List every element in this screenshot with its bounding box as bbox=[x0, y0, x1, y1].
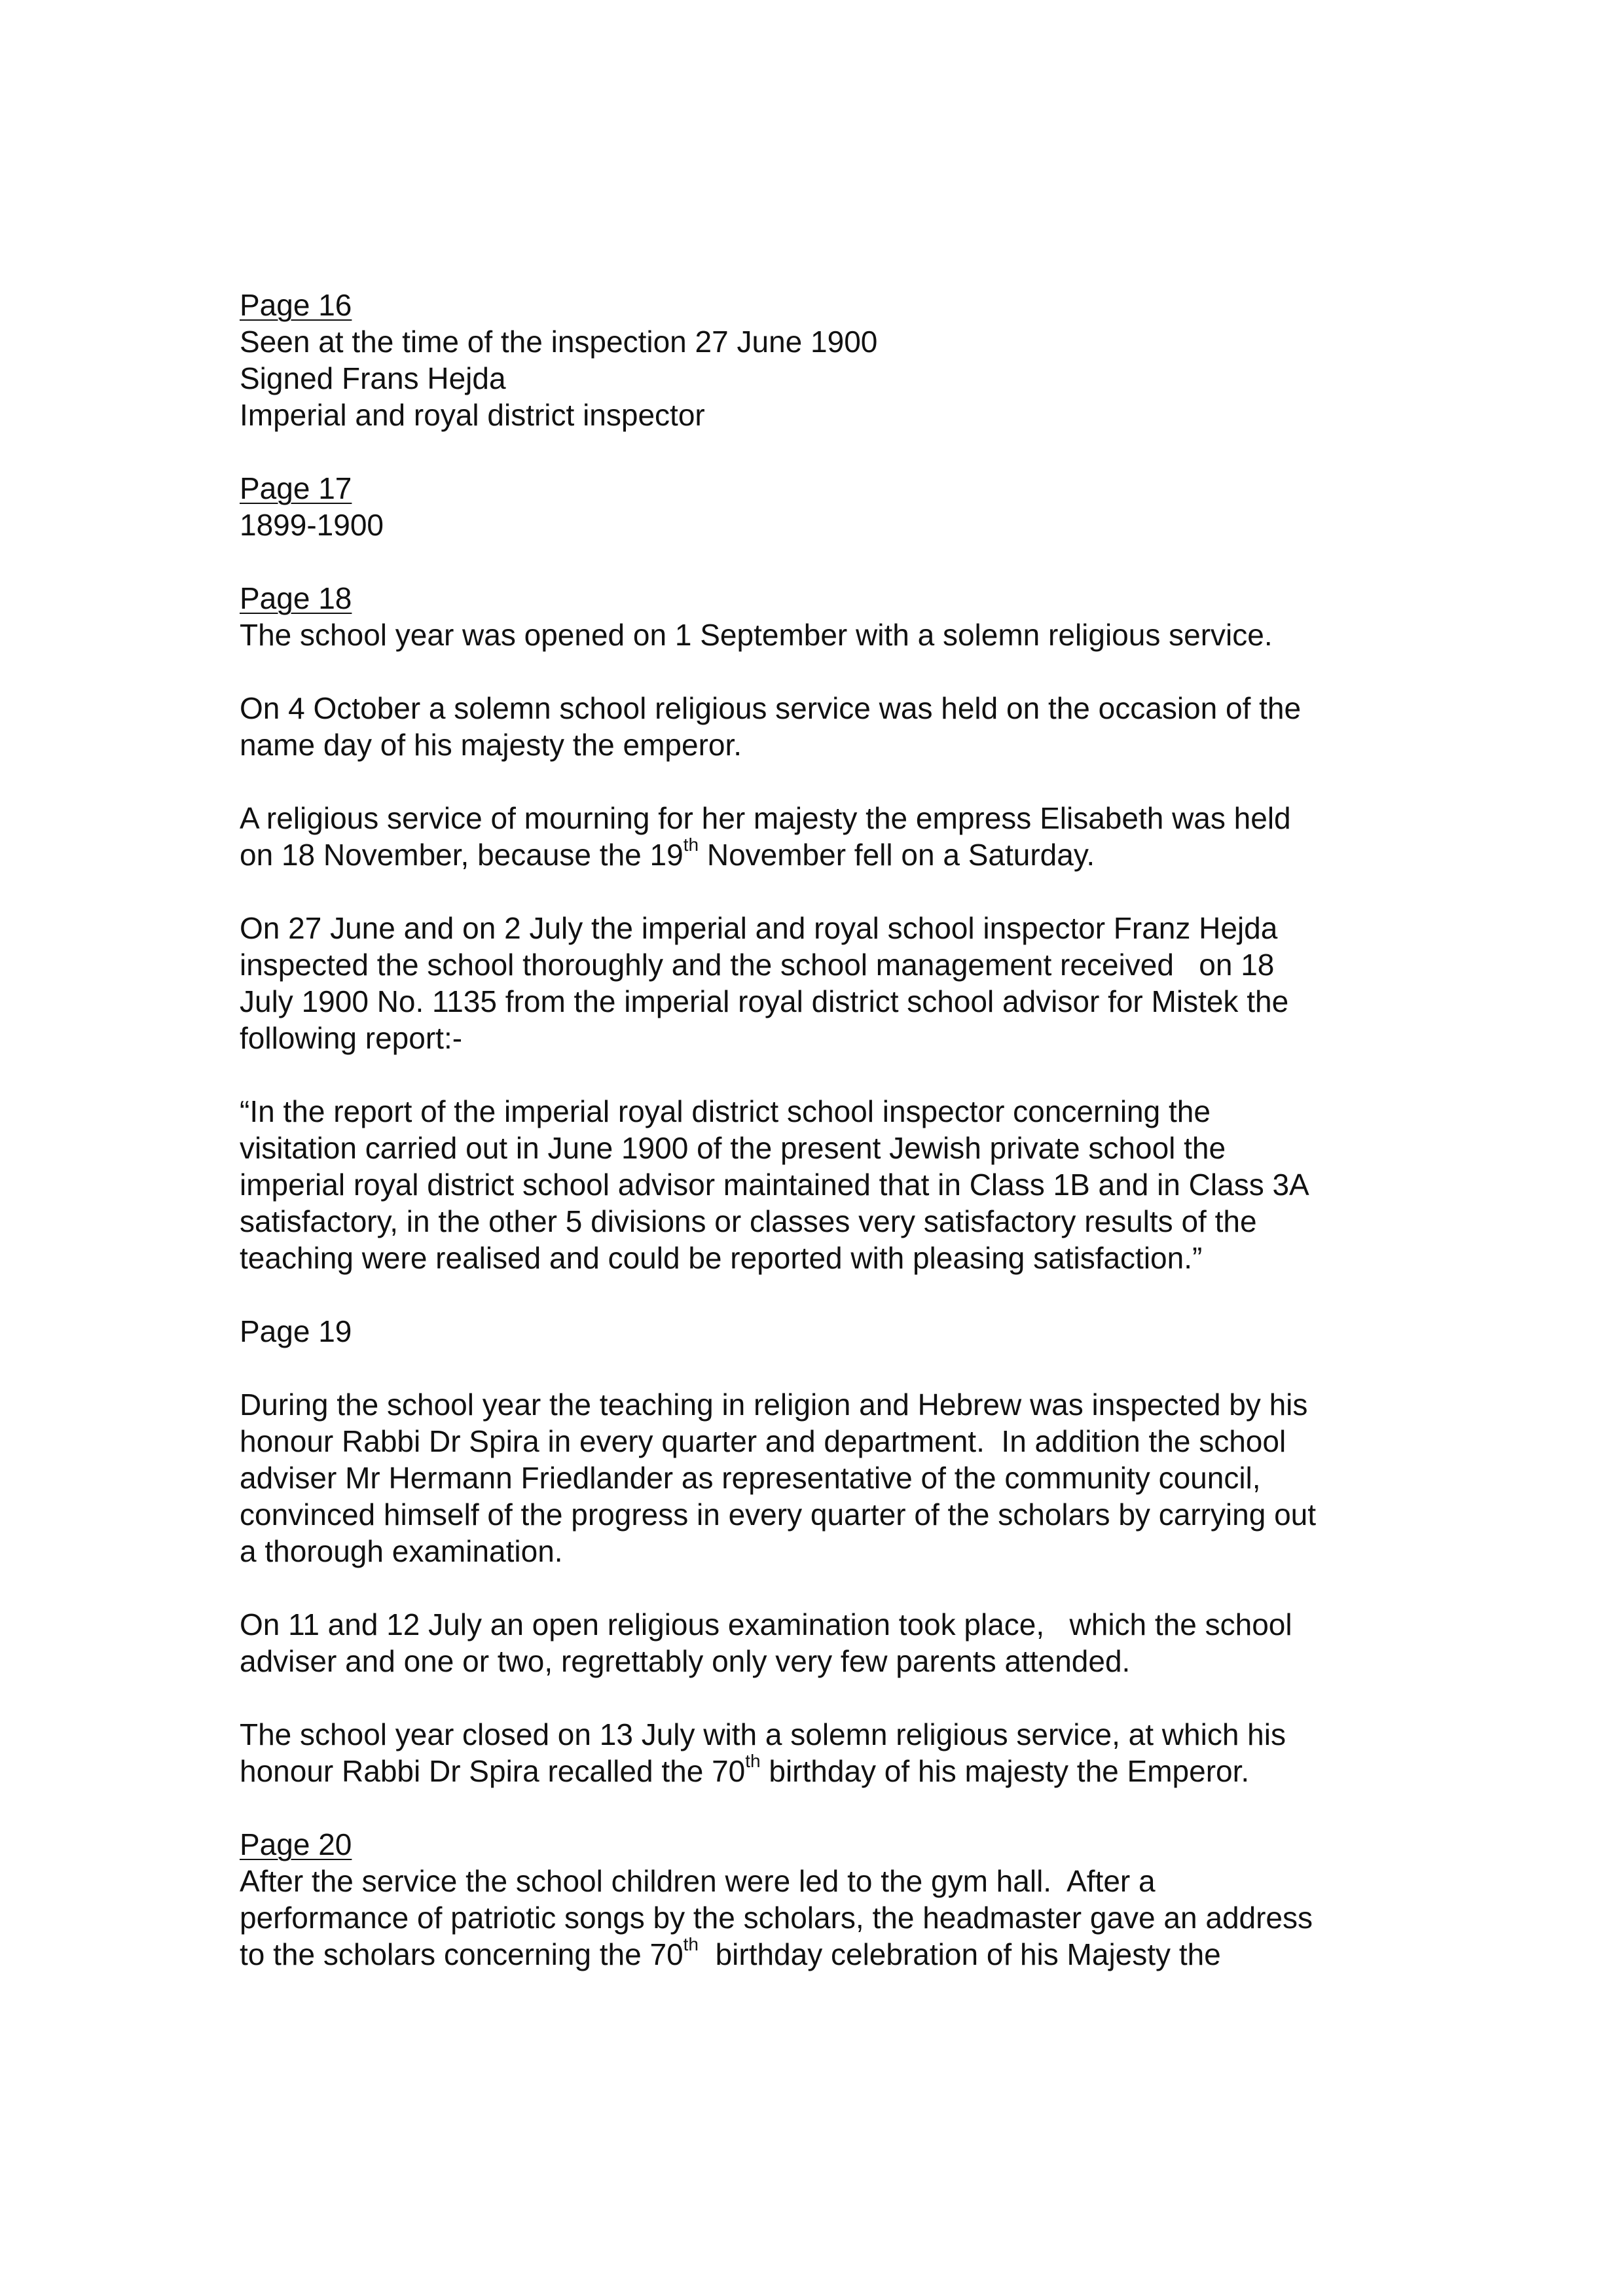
paragraph-gap bbox=[240, 1679, 1405, 1716]
paragraph-line: After the service the school children were led to the gym hall. After a bbox=[240, 1864, 1156, 1898]
paragraph-line bbox=[240, 836, 1405, 873]
paragraph-line: a thorough examination. bbox=[240, 1534, 563, 1568]
page-18-heading: Page 18 bbox=[240, 581, 352, 615]
quote-line: satisfactory, in the other 5 divisions or classes very satisfactory results of the bbox=[240, 1204, 1257, 1238]
paragraph-line: convinced himself of the progress in every quarter of the scholars by carrying out bbox=[240, 1498, 1317, 1532]
paragraph-line: July 1900 No. 1135 from the imperial royal district school advisor for Mistek the bbox=[240, 984, 1289, 1018]
ordinal-suffix: th bbox=[683, 834, 699, 855]
page-16-line: Signed Frans Hejda bbox=[240, 361, 506, 395]
paragraph-line: A religious service of mourning for her majesty the empress Elisabeth was held bbox=[240, 801, 1291, 835]
paragraph-line bbox=[240, 1750, 1405, 1789]
document-body bbox=[240, 287, 1405, 1973]
paragraph-gap bbox=[240, 543, 1405, 580]
text-run: birthday of his majesty the Emperor. bbox=[760, 1754, 1250, 1788]
page-16-line: Seen at the time of the inspection 27 June 1900 bbox=[240, 325, 878, 359]
paragraph-gap bbox=[240, 1789, 1405, 1826]
paragraph-gap bbox=[240, 1350, 1405, 1386]
paragraph-line: inspected the school thoroughly and the school management received on 18 bbox=[240, 948, 1275, 982]
paragraph-gap bbox=[240, 873, 1405, 910]
page-19-heading: Page 19 bbox=[240, 1314, 352, 1348]
paragraph-line bbox=[240, 1933, 1405, 1973]
quote-line: visitation carried out in June 1900 of the present Jewish private school the bbox=[240, 1131, 1226, 1165]
text-run: to the scholars concerning the 70 bbox=[240, 1937, 684, 1971]
paragraph-line: honour Rabbi Dr Spira in every quarter and department. In addition the school bbox=[240, 1424, 1286, 1458]
paragraph-line: name day of his majesty the emperor. bbox=[240, 728, 742, 762]
paragraph-line: adviser Mr Hermann Friedlander as representative of the community council, bbox=[240, 1461, 1261, 1495]
paragraph-gap bbox=[240, 1276, 1405, 1313]
text-run: on 18 November, because the 19 bbox=[240, 838, 684, 872]
paragraph-line: During the school year the teaching in religion and Hebrew was inspected by his bbox=[240, 1388, 1308, 1422]
paragraph-line: The school year closed on 13 July with a solemn religious service, at which his bbox=[240, 1717, 1286, 1751]
ordinal-suffix: th bbox=[683, 1933, 699, 1954]
page-17-heading: Page 17 bbox=[240, 471, 352, 505]
page-17-line: 1899-1900 bbox=[240, 508, 384, 542]
paragraph-gap bbox=[240, 1570, 1405, 1606]
quote-line: “In the report of the imperial royal district school inspector concerning the bbox=[240, 1094, 1211, 1128]
text-run: honour Rabbi Dr Spira recalled the 70 bbox=[240, 1754, 746, 1788]
quote-line: imperial royal district school advisor maintained that in Class 1B and in Class 3A bbox=[240, 1168, 1309, 1202]
quote-line: teaching were realised and could be reported with pleasing satisfaction.” bbox=[240, 1241, 1203, 1275]
paragraph-line: On 27 June and on 2 July the imperial and royal school inspector Franz Hejda bbox=[240, 911, 1278, 945]
paragraph-line: On 4 October a solemn school religious service was held on the occasion of the bbox=[240, 691, 1302, 725]
paragraph-gap bbox=[240, 653, 1405, 690]
paragraph-line: adviser and one or two, regrettably only very few parents attended. bbox=[240, 1644, 1131, 1678]
text-run: November fell on a Saturday. bbox=[699, 838, 1095, 872]
page-20-heading: Page 20 bbox=[240, 1827, 352, 1861]
paragraph-gap bbox=[240, 1056, 1405, 1093]
ordinal-suffix: th bbox=[745, 1750, 761, 1771]
paragraph-line: following report:- bbox=[240, 1021, 463, 1055]
paragraph-gap bbox=[240, 763, 1405, 800]
paragraph-line: The school year was opened on 1 September with a solemn religious service. bbox=[240, 618, 1273, 652]
paragraph-line: On 11 and 12 July an open religious examination took place, which the school bbox=[240, 1607, 1292, 1641]
paragraph-line: performance of patriotic songs by the scholars, the headmaster gave an address bbox=[240, 1901, 1313, 1935]
page-16-heading: Page 16 bbox=[240, 288, 352, 322]
paragraph-gap bbox=[240, 433, 1405, 470]
text-run: birthday celebration of his Majesty the bbox=[699, 1937, 1221, 1971]
page-16-line: Imperial and royal district inspector bbox=[240, 398, 705, 432]
